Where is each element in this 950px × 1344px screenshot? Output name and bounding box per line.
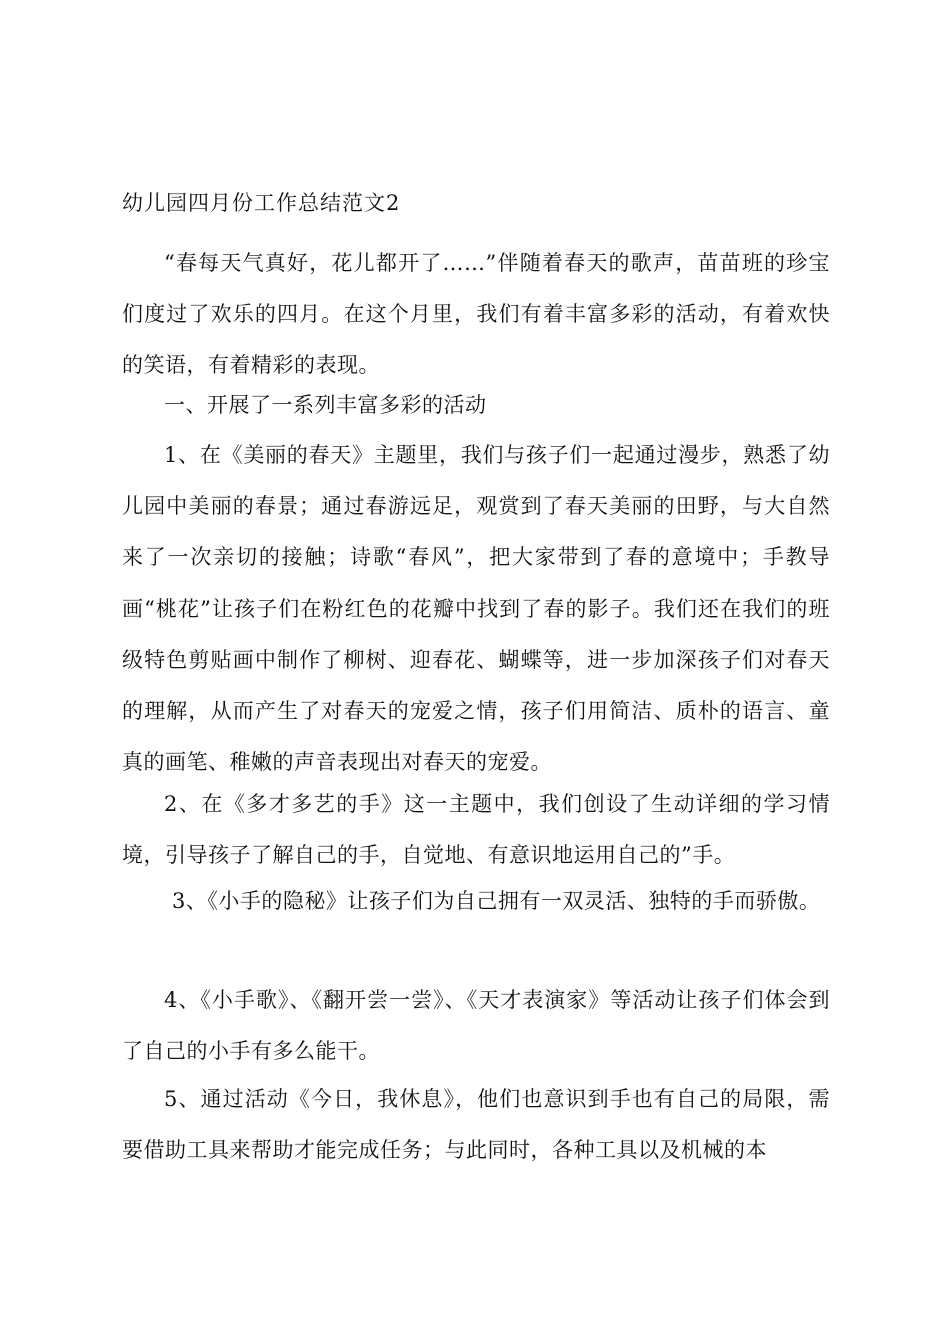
paragraph-item-3: 3、《小手的隐秘》让孩子们为自己拥有一双灵活、独特的手而骄傲。 [172,889,821,913]
document-title: 幼儿园四月份工作总结范文2 [122,191,401,215]
paragraph-item-5: 5、通过活动《今日，我休息》，他们也意识到手也有自己的局限，需要借助工具来帮助才能完成任务；与此同时，各种工具以及机械的本 [122,1087,830,1163]
paragraph-item-2: 2、在《多才多艺的手》这一主题中，我们创设了生动详细的学习情境，引导孩子了解自己的手，自觉地、有意识地运用自己的”手。 [122,792,830,868]
paragraph-intro: “春每天气真好，花儿都开了……”伴随着春天的歌声，苗苗班的珍宝们度过了欢乐的四月。在这个月里，我们有着丰富多彩的活动，有着欢快的笑语，有着精彩的表现。 [122,251,830,378]
paragraph-section-heading: 一、开展了一系列丰富多彩的活动 [164,393,487,417]
paragraph-item-1: 1、在《美丽的春天》主题里，我们与孩子们一起通过漫步，熟悉了幼儿园中美丽的春景；通过春游远足，观赏到了春天美丽的田野，与大自然来了一次亲切的接触；诗歌“春风”，把大家带到了春的意境中；手教导画“桃花”让孩子们在粉红色的花瓣中找到了春的影子。我们还在我们的班级特色剪贴画中制作了柳树、迎春花、蝴蝶等，进一步加深孩子们对春天的理解，从而产生了对春天的宠爱之情，孩子们用简洁、质朴的语言、童真的画笔、稚嫩的声音表现出对春天的宠爱。 [122,443,830,775]
paragraph-item-4: 4、《小手歌》、《翻开尝一尝》、《天才表演家》等活动让孩子们体会到了自己的小手有多么能干。 [122,988,830,1064]
